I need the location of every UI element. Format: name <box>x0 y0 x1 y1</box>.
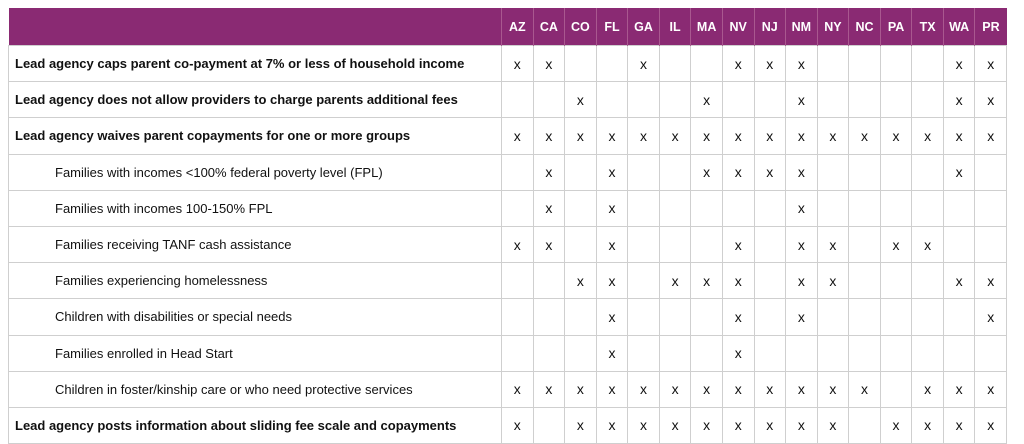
cell-fl: x <box>596 154 628 190</box>
cell-tx <box>912 82 944 118</box>
cell-ca <box>533 335 565 371</box>
cell-il: x <box>659 263 691 299</box>
cell-az: x <box>502 46 534 82</box>
cell-il: x <box>659 371 691 407</box>
cell-nv <box>722 82 754 118</box>
table-row <box>9 371 1007 407</box>
cell-az: x <box>502 407 534 443</box>
cell-az <box>502 154 534 190</box>
cell-wa: x <box>943 407 975 443</box>
cell-ga <box>628 154 660 190</box>
cell-nj: x <box>754 407 786 443</box>
cell-nj: x <box>754 154 786 190</box>
cell-pr: x <box>975 46 1007 82</box>
cell-nv: x <box>722 371 754 407</box>
cell-ca: x <box>533 226 565 262</box>
cell-nm: x <box>786 407 818 443</box>
cell-ma: x <box>691 263 723 299</box>
cell-nv: x <box>722 407 754 443</box>
cell-pr <box>975 226 1007 262</box>
cell-nm <box>786 335 818 371</box>
row-label: Families experiencing homelessness <box>9 263 502 299</box>
state-header-pa: PA <box>880 8 912 46</box>
cell-fl <box>596 46 628 82</box>
cell-nm: x <box>786 263 818 299</box>
cell-il: x <box>659 407 691 443</box>
cell-co <box>565 226 597 262</box>
cell-nc <box>849 299 881 335</box>
cell-tx: x <box>912 226 944 262</box>
cell-il: x <box>659 118 691 154</box>
cell-nj <box>754 263 786 299</box>
cell-nm: x <box>786 154 818 190</box>
cell-ma: x <box>691 118 723 154</box>
cell-ca: x <box>533 190 565 226</box>
cell-wa: x <box>943 118 975 154</box>
cell-ny: x <box>817 226 849 262</box>
cell-ga: x <box>628 46 660 82</box>
cell-pa: x <box>880 118 912 154</box>
cell-fl: x <box>596 118 628 154</box>
state-header-ga: GA <box>628 8 660 46</box>
cell-co: x <box>565 82 597 118</box>
cell-co <box>565 299 597 335</box>
cell-pr: x <box>975 299 1007 335</box>
state-header-az: AZ <box>502 8 534 46</box>
cell-nj <box>754 226 786 262</box>
cell-fl: x <box>596 371 628 407</box>
cell-il <box>659 82 691 118</box>
cell-az: x <box>502 371 534 407</box>
cell-wa: x <box>943 46 975 82</box>
copayment-policy-table-container <box>8 8 1008 444</box>
cell-pr <box>975 154 1007 190</box>
cell-nv <box>722 190 754 226</box>
cell-nm: x <box>786 226 818 262</box>
cell-co: x <box>565 371 597 407</box>
row-label: Lead agency caps parent co-payment at 7% or less of household income <box>9 46 502 82</box>
state-header-ma: MA <box>691 8 723 46</box>
table-row <box>9 335 1007 371</box>
cell-pr: x <box>975 407 1007 443</box>
cell-nm: x <box>786 118 818 154</box>
cell-tx: x <box>912 371 944 407</box>
state-header-pr: PR <box>975 8 1007 46</box>
cell-nc <box>849 154 881 190</box>
cell-tx <box>912 335 944 371</box>
cell-wa <box>943 226 975 262</box>
row-label: Children with disabilities or special needs <box>9 299 502 335</box>
cell-ny: x <box>817 371 849 407</box>
cell-nj: x <box>754 371 786 407</box>
cell-wa: x <box>943 82 975 118</box>
cell-nj <box>754 299 786 335</box>
table-row <box>9 263 1007 299</box>
table-row <box>9 46 1007 82</box>
cell-co <box>565 46 597 82</box>
cell-nm: x <box>786 46 818 82</box>
cell-pa <box>880 335 912 371</box>
cell-az: x <box>502 118 534 154</box>
cell-co: x <box>565 263 597 299</box>
state-header-ny: NY <box>817 8 849 46</box>
row-label: Families enrolled in Head Start <box>9 335 502 371</box>
cell-az: x <box>502 226 534 262</box>
cell-ny <box>817 82 849 118</box>
cell-nj: x <box>754 46 786 82</box>
cell-pa <box>880 371 912 407</box>
cell-nc <box>849 263 881 299</box>
cell-pr <box>975 335 1007 371</box>
state-header-nc: NC <box>849 8 881 46</box>
cell-il <box>659 190 691 226</box>
cell-pa <box>880 46 912 82</box>
cell-wa <box>943 335 975 371</box>
cell-pa <box>880 263 912 299</box>
cell-nc <box>849 190 881 226</box>
row-label: Lead agency posts information about sliding fee scale and copayments <box>9 407 502 443</box>
cell-az <box>502 82 534 118</box>
cell-tx <box>912 154 944 190</box>
row-label: Children in foster/kinship care or who need protective services <box>9 371 502 407</box>
cell-ma <box>691 46 723 82</box>
state-header-nj: NJ <box>754 8 786 46</box>
cell-az <box>502 299 534 335</box>
table-row <box>9 154 1007 190</box>
cell-az <box>502 335 534 371</box>
cell-co <box>565 154 597 190</box>
cell-pr: x <box>975 263 1007 299</box>
cell-co: x <box>565 407 597 443</box>
cell-fl: x <box>596 226 628 262</box>
cell-nv: x <box>722 118 754 154</box>
cell-tx <box>912 299 944 335</box>
row-label: Families receiving TANF cash assistance <box>9 226 502 262</box>
cell-pa <box>880 190 912 226</box>
cell-pr: x <box>975 118 1007 154</box>
cell-wa: x <box>943 371 975 407</box>
table-row <box>9 190 1007 226</box>
cell-wa: x <box>943 154 975 190</box>
cell-nc: x <box>849 118 881 154</box>
cell-ma <box>691 190 723 226</box>
cell-co <box>565 190 597 226</box>
cell-nc <box>849 226 881 262</box>
cell-tx: x <box>912 118 944 154</box>
cell-nc <box>849 82 881 118</box>
cell-az <box>502 263 534 299</box>
cell-nv: x <box>722 299 754 335</box>
cell-nc <box>849 46 881 82</box>
row-label: Families with incomes <100% federal poverty level (FPL) <box>9 154 502 190</box>
cell-ga: x <box>628 407 660 443</box>
table-row <box>9 226 1007 262</box>
state-header-il: IL <box>659 8 691 46</box>
cell-ga: x <box>628 118 660 154</box>
cell-ny <box>817 335 849 371</box>
cell-nv: x <box>722 226 754 262</box>
cell-ca: x <box>533 371 565 407</box>
cell-nm: x <box>786 82 818 118</box>
cell-ga <box>628 299 660 335</box>
cell-ma: x <box>691 82 723 118</box>
cell-ma: x <box>691 407 723 443</box>
cell-ga <box>628 263 660 299</box>
cell-fl <box>596 82 628 118</box>
cell-ma: x <box>691 154 723 190</box>
cell-ca <box>533 407 565 443</box>
cell-ny <box>817 154 849 190</box>
cell-nv: x <box>722 46 754 82</box>
state-header-nv: NV <box>722 8 754 46</box>
cell-nm: x <box>786 190 818 226</box>
cell-co <box>565 335 597 371</box>
cell-pa <box>880 82 912 118</box>
table-header <box>9 8 1007 46</box>
cell-ga <box>628 335 660 371</box>
row-label: Lead agency waives parent copayments for one or more groups <box>9 118 502 154</box>
cell-ny: x <box>817 263 849 299</box>
cell-fl: x <box>596 263 628 299</box>
cell-ma: x <box>691 371 723 407</box>
cell-pa: x <box>880 226 912 262</box>
cell-nv: x <box>722 335 754 371</box>
cell-wa <box>943 190 975 226</box>
cell-ny <box>817 190 849 226</box>
cell-tx <box>912 46 944 82</box>
cell-ny: x <box>817 118 849 154</box>
cell-pr <box>975 190 1007 226</box>
cell-fl: x <box>596 407 628 443</box>
state-header-fl: FL <box>596 8 628 46</box>
cell-il <box>659 154 691 190</box>
cell-nc: x <box>849 371 881 407</box>
cell-il <box>659 335 691 371</box>
cell-ca <box>533 82 565 118</box>
cell-ga <box>628 226 660 262</box>
cell-il <box>659 46 691 82</box>
table-row <box>9 118 1007 154</box>
cell-tx: x <box>912 407 944 443</box>
cell-nm: x <box>786 371 818 407</box>
table-row <box>9 299 1007 335</box>
cell-wa: x <box>943 263 975 299</box>
cell-fl: x <box>596 335 628 371</box>
cell-nj: x <box>754 118 786 154</box>
cell-pa: x <box>880 407 912 443</box>
cell-co: x <box>565 118 597 154</box>
cell-ca <box>533 263 565 299</box>
cell-pa <box>880 299 912 335</box>
cell-fl: x <box>596 190 628 226</box>
cell-tx <box>912 190 944 226</box>
cell-fl: x <box>596 299 628 335</box>
cell-ny <box>817 299 849 335</box>
cell-wa <box>943 299 975 335</box>
cell-ga <box>628 82 660 118</box>
cell-ga <box>628 190 660 226</box>
cell-pa <box>880 154 912 190</box>
cell-nc <box>849 335 881 371</box>
cell-il <box>659 226 691 262</box>
cell-nj <box>754 335 786 371</box>
cell-nj <box>754 82 786 118</box>
cell-ny <box>817 46 849 82</box>
cell-tx <box>912 263 944 299</box>
state-header-wa: WA <box>943 8 975 46</box>
cell-nc <box>849 407 881 443</box>
cell-ny: x <box>817 407 849 443</box>
row-label: Lead agency does not allow providers to charge parents additional fees <box>9 82 502 118</box>
cell-nj <box>754 190 786 226</box>
state-header-ca: CA <box>533 8 565 46</box>
cell-ma <box>691 335 723 371</box>
cell-pr: x <box>975 82 1007 118</box>
cell-pr: x <box>975 371 1007 407</box>
cell-ma <box>691 226 723 262</box>
cell-ma <box>691 299 723 335</box>
state-header-nm: NM <box>786 8 818 46</box>
cell-nv: x <box>722 263 754 299</box>
state-header-tx: TX <box>912 8 944 46</box>
state-header-co: CO <box>565 8 597 46</box>
header-row <box>9 8 1007 46</box>
cell-il <box>659 299 691 335</box>
copayment-policy-table <box>8 8 1007 444</box>
header-label-cell <box>9 8 502 46</box>
cell-ca: x <box>533 154 565 190</box>
cell-nm: x <box>786 299 818 335</box>
row-label: Families with incomes 100-150% FPL <box>9 190 502 226</box>
cell-ca: x <box>533 46 565 82</box>
cell-ca: x <box>533 118 565 154</box>
cell-ga: x <box>628 371 660 407</box>
table-body <box>9 46 1007 444</box>
table-row <box>9 82 1007 118</box>
cell-az <box>502 190 534 226</box>
cell-ca <box>533 299 565 335</box>
table-row <box>9 407 1007 443</box>
cell-nv: x <box>722 154 754 190</box>
